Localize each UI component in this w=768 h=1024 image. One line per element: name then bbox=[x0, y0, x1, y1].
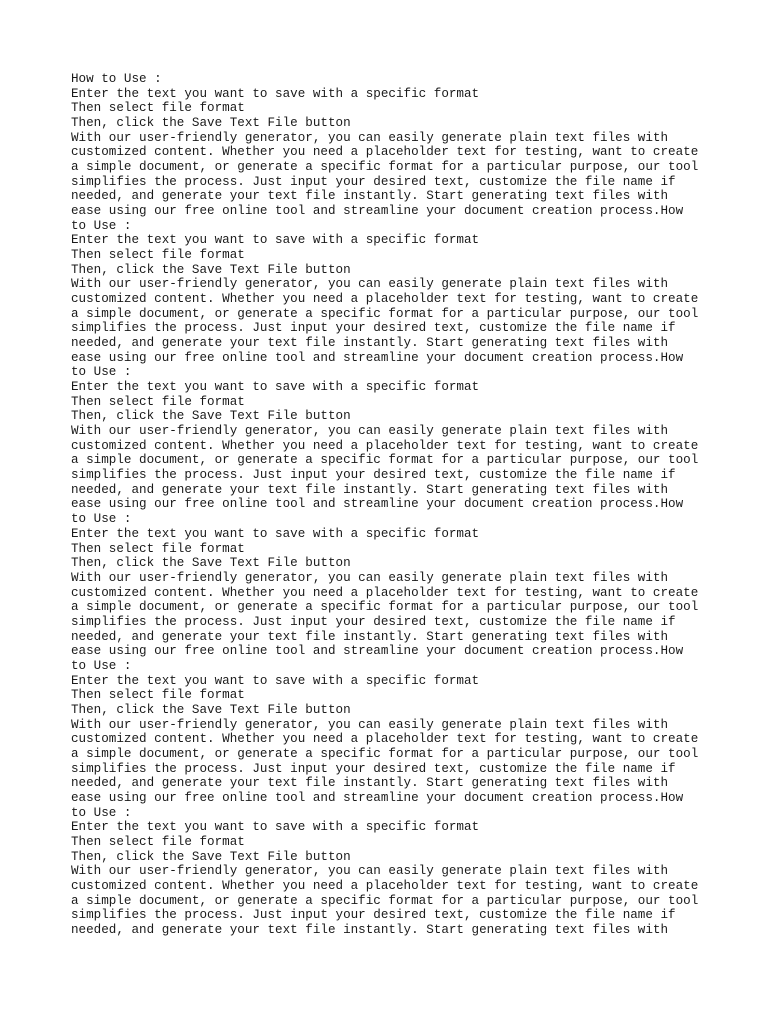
text-line: With our user-friendly generator, you can easily generate plain text files with bbox=[71, 277, 669, 292]
text-line: to Use : bbox=[71, 365, 132, 380]
text-line: With our user-friendly generator, you can easily generate plain text files with bbox=[71, 570, 669, 585]
text-line: ease using our free online tool and streamline your document creation process.How bbox=[71, 497, 684, 512]
text-line: Then select file format bbox=[71, 834, 245, 849]
text-line: Enter the text you want to save with a specific format bbox=[71, 233, 480, 248]
text-line: a simple document, or generate a specific format for a particular purpose, our tool bbox=[71, 160, 699, 175]
text-line: Then, click the Save Text File button bbox=[71, 409, 351, 424]
text-line: Then select file format bbox=[71, 248, 245, 263]
text-line: With our user-friendly generator, you can easily generate plain text files with bbox=[71, 424, 669, 439]
text-line: Then, click the Save Text File button bbox=[71, 262, 351, 277]
text-line: ease using our free online tool and streamline your document creation process.How bbox=[71, 790, 684, 805]
text-line: Then select file format bbox=[71, 541, 245, 556]
text-line: simplifies the process. Just input your desired text, customize the file name if bbox=[71, 761, 676, 776]
text-line: With our user-friendly generator, you can easily generate plain text files with bbox=[71, 864, 669, 879]
text-line: Enter the text you want to save with a specific format bbox=[71, 380, 480, 395]
text-line: ease using our free online tool and streamline your document creation process.How bbox=[71, 644, 684, 659]
text-line: Then, click the Save Text File button bbox=[71, 556, 351, 571]
text-line: needed, and generate your text file instantly. Start generating text files with bbox=[71, 336, 669, 351]
text-line: a simple document, or generate a specific format for a particular purpose, our tool bbox=[71, 893, 699, 908]
text-line: a simple document, or generate a specific format for a particular purpose, our tool bbox=[71, 453, 699, 468]
text-line: to Use : bbox=[71, 805, 132, 820]
text-line: customized content. Whether you need a placeholder text for testing, want to create bbox=[71, 732, 699, 747]
text-line: Then select file format bbox=[71, 394, 245, 409]
text-line: Then, click the Save Text File button bbox=[71, 116, 351, 131]
text-line: needed, and generate your text file instantly. Start generating text files with bbox=[71, 776, 669, 791]
text-line: customized content. Whether you need a placeholder text for testing, want to create bbox=[71, 878, 699, 893]
text-line: simplifies the process. Just input your desired text, customize the file name if bbox=[71, 321, 676, 336]
text-line: simplifies the process. Just input your desired text, customize the file name if bbox=[71, 614, 676, 629]
text-line: simplifies the process. Just input your desired text, customize the file name if bbox=[71, 174, 676, 189]
text-line: needed, and generate your text file instantly. Start generating text files with bbox=[71, 922, 669, 937]
text-line: needed, and generate your text file instantly. Start generating text files with bbox=[71, 629, 669, 644]
text-line: customized content. Whether you need a placeholder text for testing, want to create bbox=[71, 292, 699, 307]
text-line: a simple document, or generate a specific format for a particular purpose, our tool bbox=[71, 306, 699, 321]
text-line: Enter the text you want to save with a specific format bbox=[71, 86, 480, 101]
text-line: a simple document, or generate a specific format for a particular purpose, our tool bbox=[71, 746, 699, 761]
text-line: Then select file format bbox=[71, 101, 245, 116]
text-line: needed, and generate your text file instantly. Start generating text files with bbox=[71, 189, 669, 204]
text-line: customized content. Whether you need a placeholder text for testing, want to create bbox=[71, 145, 699, 160]
text-line: Then, click the Save Text File button bbox=[71, 702, 351, 717]
text-line: customized content. Whether you need a placeholder text for testing, want to create bbox=[71, 438, 699, 453]
text-line: Then select file format bbox=[71, 688, 245, 703]
text-line: to Use : bbox=[71, 218, 132, 233]
text-line: customized content. Whether you need a placeholder text for testing, want to create bbox=[71, 585, 699, 600]
document-text-body bbox=[71, 72, 731, 938]
text-line: How to Use : bbox=[71, 72, 162, 86]
text-line: Enter the text you want to save with a specific format bbox=[71, 526, 480, 541]
text-line: a simple document, or generate a specific format for a particular purpose, our tool bbox=[71, 600, 699, 615]
text-line: Then, click the Save Text File button bbox=[71, 849, 351, 864]
text-line: Enter the text you want to save with a specific format bbox=[71, 673, 480, 688]
text-line: Enter the text you want to save with a specific format bbox=[71, 820, 480, 835]
text-line: to Use : bbox=[71, 512, 132, 527]
text-line: to Use : bbox=[71, 658, 132, 673]
text-line: ease using our free online tool and streamline your document creation process.How bbox=[71, 204, 684, 219]
text-line: ease using our free online tool and streamline your document creation process.How bbox=[71, 350, 684, 365]
text-line: needed, and generate your text file instantly. Start generating text files with bbox=[71, 482, 669, 497]
text-line: With our user-friendly generator, you can easily generate plain text files with bbox=[71, 130, 669, 145]
text-line: With our user-friendly generator, you can easily generate plain text files with bbox=[71, 717, 669, 732]
text-line: simplifies the process. Just input your desired text, customize the file name if bbox=[71, 908, 676, 923]
text-line: simplifies the process. Just input your desired text, customize the file name if bbox=[71, 468, 676, 483]
